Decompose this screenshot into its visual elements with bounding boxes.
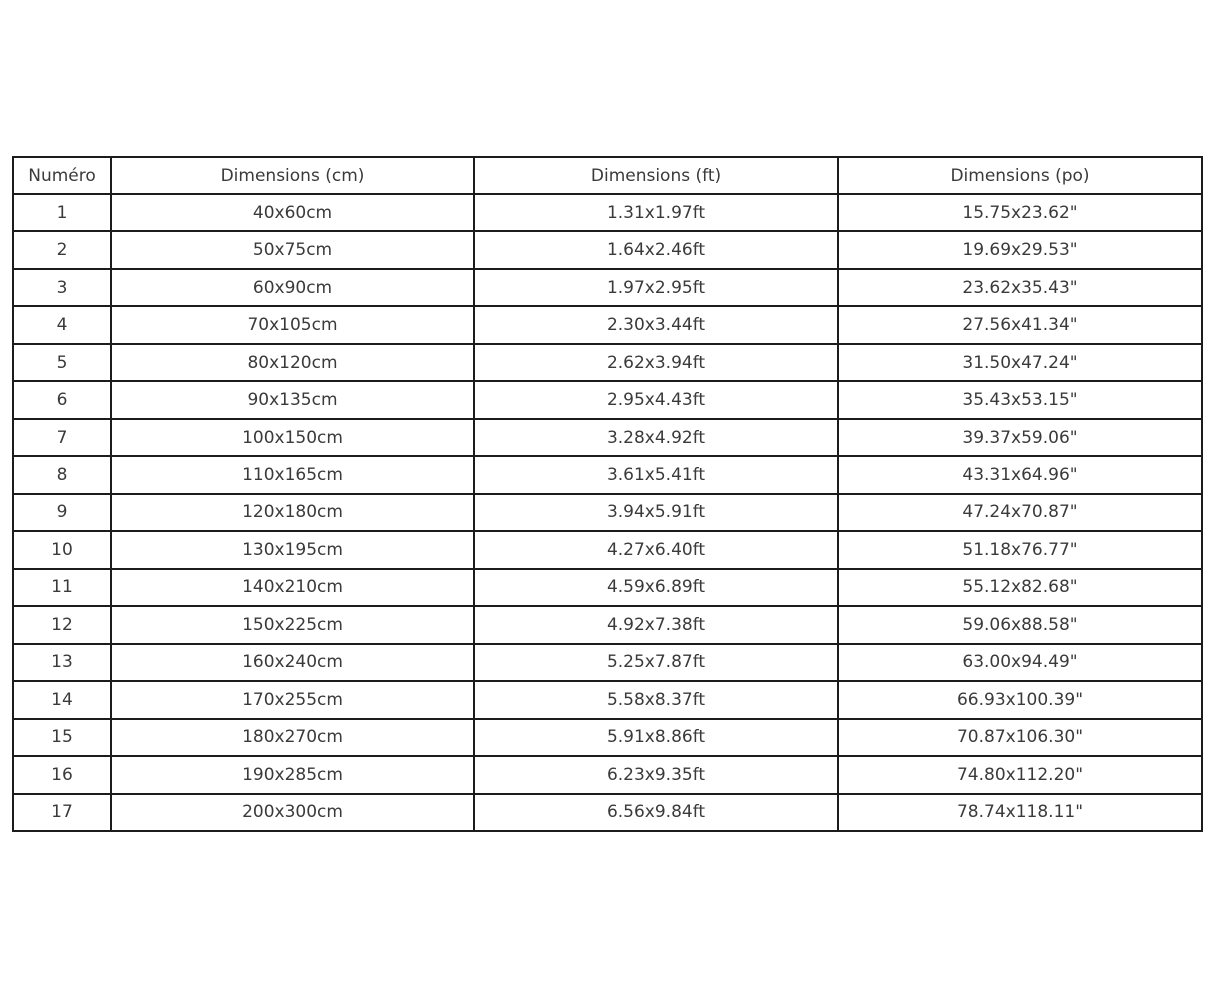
cell-dimensions-ft: 3.28x4.92ft (474, 419, 838, 456)
cell-dimensions-ft: 6.23x9.35ft (474, 756, 838, 793)
cell-dimensions-cm: 80x120cm (111, 344, 474, 381)
cell-dimensions-ft: 4.59x6.89ft (474, 569, 838, 606)
cell-dimensions-po: 70.87x106.30" (838, 719, 1202, 756)
cell-dimensions-cm: 190x285cm (111, 756, 474, 793)
header-dimensions-cm: Dimensions (cm) (111, 157, 474, 194)
header-dimensions-ft: Dimensions (ft) (474, 157, 838, 194)
cell-dimensions-cm: 110x165cm (111, 456, 474, 493)
table-row (13, 794, 1202, 832)
cell-dimensions-ft: 5.58x8.37ft (474, 681, 838, 718)
header-numero: Numéro (13, 157, 111, 194)
cell-dimensions-cm: 140x210cm (111, 569, 474, 606)
table-body (13, 194, 1202, 831)
cell-numero: 15 (13, 719, 111, 756)
table-row (13, 719, 1202, 756)
header-dimensions-po: Dimensions (po) (838, 157, 1202, 194)
cell-dimensions-cm: 150x225cm (111, 606, 474, 643)
table-row (13, 419, 1202, 456)
cell-dimensions-cm: 180x270cm (111, 719, 474, 756)
cell-numero: 5 (13, 344, 111, 381)
table-row (13, 569, 1202, 606)
cell-numero: 10 (13, 531, 111, 568)
cell-numero: 9 (13, 494, 111, 531)
table-row (13, 344, 1202, 381)
table-row (13, 269, 1202, 306)
table-row (13, 531, 1202, 568)
table-row (13, 194, 1202, 231)
dimensions-table (12, 156, 1203, 832)
cell-numero: 8 (13, 456, 111, 493)
cell-dimensions-cm: 170x255cm (111, 681, 474, 718)
cell-dimensions-cm: 70x105cm (111, 306, 474, 343)
cell-dimensions-cm: 60x90cm (111, 269, 474, 306)
cell-dimensions-po: 78.74x118.11" (838, 794, 1202, 832)
cell-dimensions-cm: 50x75cm (111, 231, 474, 268)
cell-dimensions-ft: 4.27x6.40ft (474, 531, 838, 568)
cell-numero: 13 (13, 644, 111, 681)
cell-dimensions-ft: 1.31x1.97ft (474, 194, 838, 231)
cell-dimensions-ft: 2.62x3.94ft (474, 344, 838, 381)
cell-numero: 17 (13, 794, 111, 832)
cell-numero: 16 (13, 756, 111, 793)
cell-dimensions-po: 31.50x47.24" (838, 344, 1202, 381)
cell-dimensions-cm: 200x300cm (111, 794, 474, 832)
table-row (13, 306, 1202, 343)
table-row (13, 681, 1202, 718)
cell-dimensions-cm: 40x60cm (111, 194, 474, 231)
cell-dimensions-ft: 4.92x7.38ft (474, 606, 838, 643)
cell-dimensions-po: 19.69x29.53" (838, 231, 1202, 268)
table-row (13, 494, 1202, 531)
cell-dimensions-po: 43.31x64.96" (838, 456, 1202, 493)
cell-dimensions-ft: 6.56x9.84ft (474, 794, 838, 832)
cell-numero: 7 (13, 419, 111, 456)
cell-dimensions-po: 23.62x35.43" (838, 269, 1202, 306)
table-row (13, 381, 1202, 418)
cell-dimensions-po: 15.75x23.62" (838, 194, 1202, 231)
table-row (13, 606, 1202, 643)
cell-dimensions-po: 27.56x41.34" (838, 306, 1202, 343)
table-header-row (13, 157, 1202, 194)
cell-dimensions-po: 59.06x88.58" (838, 606, 1202, 643)
table-row (13, 756, 1202, 793)
cell-numero: 14 (13, 681, 111, 718)
cell-dimensions-po: 35.43x53.15" (838, 381, 1202, 418)
cell-numero: 1 (13, 194, 111, 231)
cell-dimensions-ft: 1.97x2.95ft (474, 269, 838, 306)
cell-dimensions-po: 66.93x100.39" (838, 681, 1202, 718)
cell-dimensions-cm: 120x180cm (111, 494, 474, 531)
cell-dimensions-po: 51.18x76.77" (838, 531, 1202, 568)
table-row (13, 456, 1202, 493)
cell-dimensions-po: 63.00x94.49" (838, 644, 1202, 681)
cell-numero: 3 (13, 269, 111, 306)
cell-dimensions-cm: 90x135cm (111, 381, 474, 418)
cell-numero: 4 (13, 306, 111, 343)
cell-numero: 6 (13, 381, 111, 418)
cell-dimensions-cm: 100x150cm (111, 419, 474, 456)
table-row (13, 231, 1202, 268)
cell-numero: 2 (13, 231, 111, 268)
cell-dimensions-ft: 1.64x2.46ft (474, 231, 838, 268)
cell-dimensions-cm: 160x240cm (111, 644, 474, 681)
cell-numero: 11 (13, 569, 111, 606)
cell-dimensions-cm: 130x195cm (111, 531, 474, 568)
cell-dimensions-po: 74.80x112.20" (838, 756, 1202, 793)
cell-dimensions-po: 47.24x70.87" (838, 494, 1202, 531)
cell-dimensions-ft: 3.61x5.41ft (474, 456, 838, 493)
cell-dimensions-po: 39.37x59.06" (838, 419, 1202, 456)
cell-dimensions-ft: 2.95x4.43ft (474, 381, 838, 418)
cell-dimensions-po: 55.12x82.68" (838, 569, 1202, 606)
table-row (13, 644, 1202, 681)
cell-dimensions-ft: 2.30x3.44ft (474, 306, 838, 343)
cell-dimensions-ft: 5.25x7.87ft (474, 644, 838, 681)
cell-dimensions-ft: 3.94x5.91ft (474, 494, 838, 531)
cell-dimensions-ft: 5.91x8.86ft (474, 719, 838, 756)
cell-numero: 12 (13, 606, 111, 643)
